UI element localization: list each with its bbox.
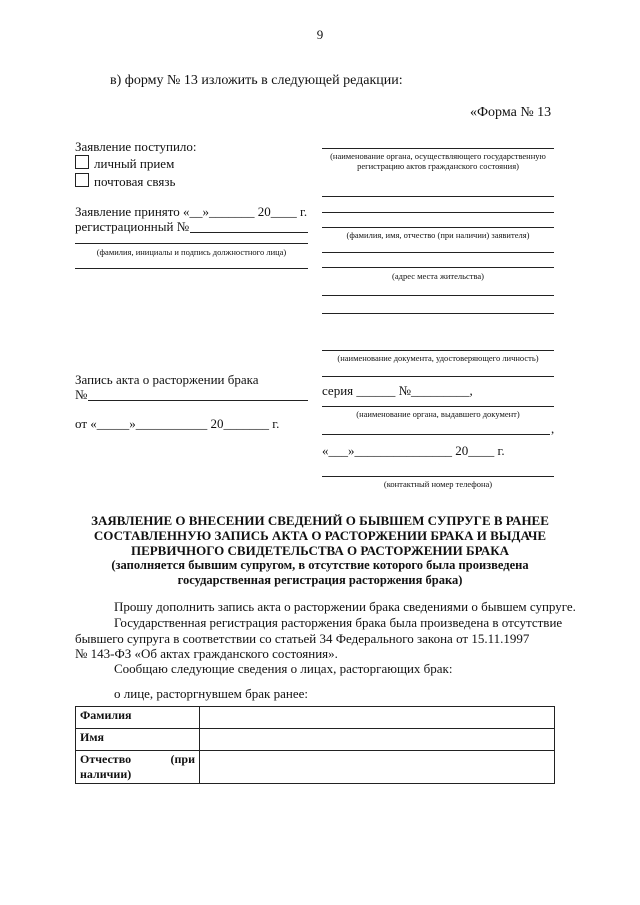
doc-line-2 — [322, 376, 554, 377]
heading-sub-1: (заполняется бывшим супругом, в отсутствие которого была произведена — [111, 558, 529, 572]
spouse-table — [75, 706, 555, 784]
personal-label: личный прием — [94, 156, 175, 171]
series-line: серия ______ №_________, — [322, 383, 473, 398]
heading-line-2: СОСТАВЛЕННУЮ ЗАПИСЬ АКТА О РАСТОРЖЕНИИ БРАКА И ВЫДАЧЕ — [93, 528, 547, 543]
applicant-line-1 — [322, 212, 554, 213]
org-line — [322, 148, 554, 149]
name-field[interactable] — [200, 729, 555, 751]
patronymic-word: Отчество — [80, 752, 132, 766]
mail-label: почтовая связь — [94, 174, 176, 189]
doc-line — [322, 350, 554, 351]
record-from: от «_____»___________ 20_______ г. — [75, 416, 280, 431]
heading-line-3: ПЕРВИЧНОГО СВИДЕТЕЛЬСТВА О РАСТОРЖЕНИИ БРАКА — [130, 543, 510, 558]
heading-line-1: ЗАЯВЛЕНИЕ О ВНЕСЕНИИ СВЕДЕНИЙ О БЫВШЕМ СУПРУГЕ В РАНЕЕ — [91, 513, 549, 528]
address-line-3 — [322, 313, 554, 314]
patronymic-paren: (при — [170, 752, 195, 766]
record-no-line — [88, 400, 308, 401]
issuer-comma: , — [551, 421, 555, 436]
issuer-line-2 — [322, 434, 550, 435]
reg-number-label: регистрационный № — [75, 219, 190, 234]
record-title: Запись акта о расторжении брака — [75, 372, 259, 387]
personal-checkbox[interactable] — [75, 155, 89, 169]
official-line — [75, 243, 308, 244]
body-p1: Прошу дополнить запись акта о расторжении брака сведениями о бывшем супруге. — [114, 599, 576, 614]
applicant-line-3 — [322, 252, 554, 253]
mail-checkbox[interactable] — [75, 173, 89, 187]
body-p4: о лице, расторгнувшем брак ранее: — [114, 686, 308, 701]
body-p2b: бывшего супруга в соответствии со статьей 34 Федерального закона от 15.11.1997 — [75, 631, 530, 646]
surname-field[interactable] — [200, 707, 555, 729]
heading-sub-2: государственная регистрация расторжения брака) — [177, 573, 463, 587]
org-line-2 — [322, 196, 554, 197]
surname-label: Фамилия — [76, 707, 200, 729]
body-p3: Сообщаю следующие сведения о лицах, расторгающих брак: — [114, 661, 453, 676]
form-label: «Форма № 13 — [470, 105, 552, 120]
address-caption: (адрес места жительства) — [392, 271, 484, 281]
address-line-1 — [322, 267, 554, 268]
issuer-line — [322, 406, 554, 407]
patronymic-cont: наличии) — [80, 767, 132, 781]
phone-caption: (контактный номер телефона) — [383, 479, 493, 489]
page-number: 9 — [316, 27, 324, 42]
patronymic-label — [76, 751, 200, 784]
phone-line — [322, 476, 554, 477]
received-title: Заявление поступило: — [75, 139, 197, 154]
issuer-caption: (наименование органа, выдавшего документ) — [356, 409, 520, 419]
date-line: «___»_______________ 20____ г. — [322, 443, 505, 458]
body-p2c: № 143-ФЗ «Об актах гражданского состояния». — [75, 646, 338, 661]
reg-number-line — [190, 232, 308, 233]
accepted-line: Заявление принято «__»_______ 20____ г. — [75, 204, 308, 219]
official-line-2 — [75, 268, 308, 269]
org-caption: (наименование органа, осуществляющего государственную регистрацию актов гражданского состояния) — [330, 151, 546, 171]
body-p2a: Государственная регистрация расторжения брака была произведена в отсутствие — [114, 615, 563, 630]
name-label: Имя — [76, 729, 200, 751]
doc-caption: (наименование документа, удостоверяющего личность) — [337, 353, 539, 363]
patronymic-field[interactable] — [200, 751, 555, 784]
address-line-2 — [322, 295, 554, 296]
intro-text: в) форму № 13 изложить в следующей редакции: — [110, 73, 403, 88]
official-caption: (фамилия, инициалы и подпись должностного лица) — [96, 247, 287, 257]
record-no: № — [75, 387, 88, 402]
applicant-line-2 — [322, 227, 554, 228]
applicant-caption: (фамилия, имя, отчество (при наличии) заявителя) — [346, 230, 530, 240]
